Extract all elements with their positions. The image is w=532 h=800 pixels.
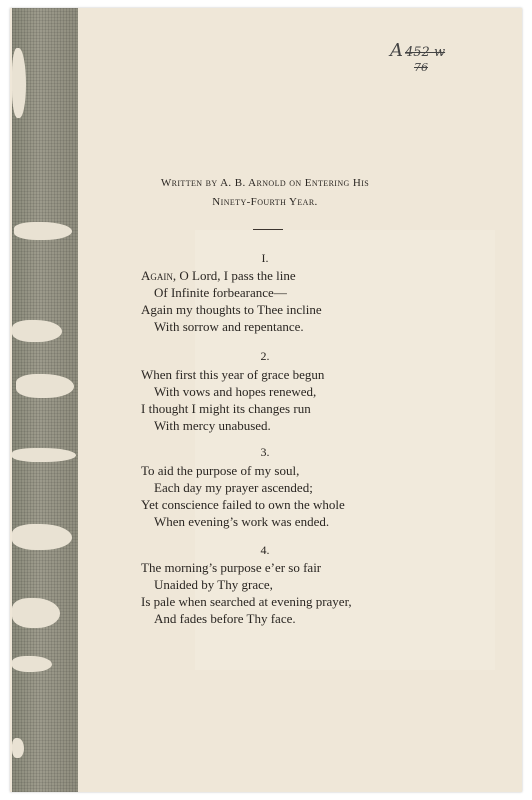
stanza-line bbox=[141, 267, 322, 284]
stanza-line: To aid the purpose of my soul, bbox=[141, 463, 300, 478]
stanza-line: Unaided by Thy grace, bbox=[154, 577, 273, 592]
stanza-1 bbox=[141, 267, 322, 335]
stanza-line: When evening’s work was ended. bbox=[154, 514, 330, 529]
stanza-line: Yet conscience failed to own the whole bbox=[141, 497, 345, 512]
title-line-1: Written by A. B. Arnold on Entering His bbox=[160, 177, 370, 189]
stanza-line: The morning’s purpose e’er so fair bbox=[141, 560, 322, 575]
stanza-line: Is pale when searched at evening prayer, bbox=[141, 594, 352, 609]
stanza-number: I. bbox=[261, 251, 269, 265]
stanza-line: I thought I might its changes run bbox=[141, 401, 311, 416]
stanza-line: With vows and hopes renewed, bbox=[154, 384, 317, 399]
stanza-line-text: O Lord, I pass the line bbox=[176, 268, 296, 283]
stanza-line: Of Infinite forbearance— bbox=[154, 285, 287, 300]
document-page bbox=[10, 8, 522, 792]
stanza-line: With sorrow and repentance. bbox=[154, 319, 304, 334]
catalog-number-2: 76 bbox=[414, 61, 428, 74]
stanza-3 bbox=[141, 462, 345, 530]
stanza-number: 3. bbox=[260, 445, 270, 459]
catalog-number: 452 w bbox=[405, 45, 446, 60]
stanza-line: Each day my prayer ascended; bbox=[154, 480, 313, 495]
catalog-letter: A bbox=[390, 40, 403, 61]
poem-content bbox=[10, 8, 522, 792]
poem-title bbox=[70, 174, 460, 212]
title-line-2: Ninety-Fourth Year. bbox=[212, 196, 318, 208]
stanza-number: 2. bbox=[260, 349, 270, 363]
stanza-number: 4. bbox=[260, 543, 270, 557]
drop-word: Again, bbox=[141, 268, 177, 283]
stanza-line: When first this year of grace begun bbox=[141, 367, 325, 382]
stanza-line: With mercy unabused. bbox=[154, 418, 271, 433]
stanza-4 bbox=[141, 559, 352, 627]
stanza-2 bbox=[141, 366, 324, 434]
stanza-line: Again my thoughts to Thee incline bbox=[141, 302, 322, 317]
stanza-line: And fades before Thy face. bbox=[154, 611, 296, 626]
title-divider bbox=[253, 229, 283, 230]
